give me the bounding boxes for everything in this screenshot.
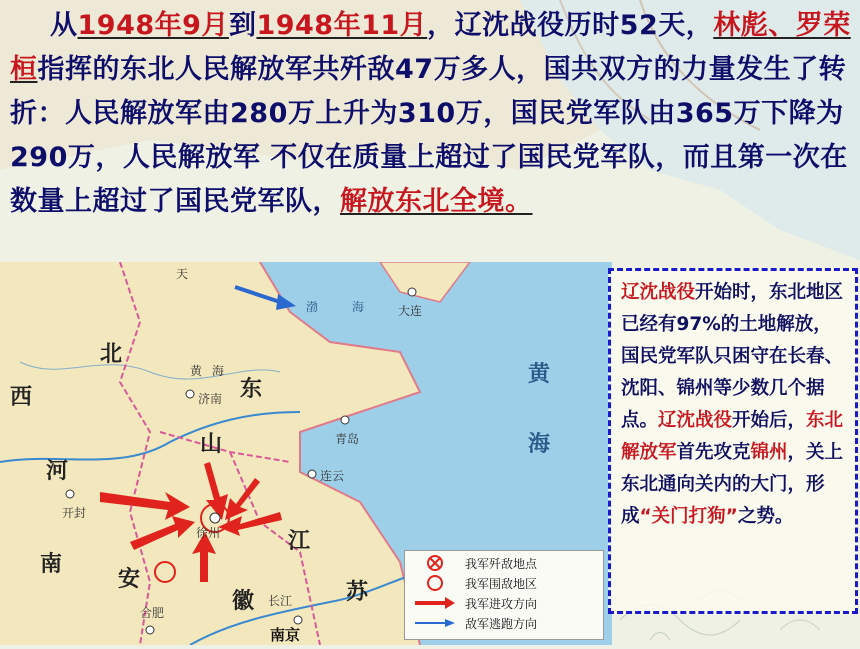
map-legend xyxy=(404,550,604,640)
map-region-label: 江 xyxy=(288,529,311,554)
map-region-label: 西 xyxy=(10,385,33,410)
para-text-4: 指挥的东北人民解放军共歼敌47万多人，国共双方的力量发生了转折：人民解放军由280万上升为310万，国民党军队由365万下降为290万，人民解放军 不仅在质量上超过了国民党军队，而且第一次在数量上超过了国民党军队， xyxy=(10,54,848,217)
result-highlight: 解放东北全境 xyxy=(340,186,505,217)
map-river-label: 黄 xyxy=(190,364,203,378)
map-region-label: 东 xyxy=(240,377,263,402)
note-segment: ，关上东北通向关内的大门，形成 xyxy=(621,442,844,527)
legend-label: 我军歼敌地点 xyxy=(465,556,538,571)
note-highlight: “关门打狗” xyxy=(639,506,738,527)
map-region-label: 安 xyxy=(118,567,141,592)
map-sea-small: 渤 xyxy=(306,300,319,314)
map-city-label: 合肥 xyxy=(140,606,165,620)
legend-label: 我军围敌地区 xyxy=(465,576,538,591)
map-city-label: 济南 xyxy=(198,392,223,406)
note-highlight: 锦州 xyxy=(750,442,788,463)
map-region-label: 南 xyxy=(40,552,63,577)
map-city-label: 青岛 xyxy=(335,432,360,446)
summary-paragraph xyxy=(10,4,852,224)
note-highlight: 辽沈战役 xyxy=(658,410,733,431)
map-region-label: 徽 xyxy=(232,589,255,614)
note-segment: 开始时，东北地区已经有97%的土地解放，国民党军队只困守在长春、沈阳、锦州等少数几个据点。 xyxy=(621,282,844,431)
map-city-label: 徐州 xyxy=(196,526,221,540)
map-sea-label: 海 xyxy=(528,432,551,457)
map-city-label: 开封 xyxy=(62,506,87,520)
map-region-label: 苏 xyxy=(346,580,369,605)
map-city-label: 南京 xyxy=(270,626,301,644)
note-segment: 首先攻克 xyxy=(676,442,751,463)
map-city-label: 大连 xyxy=(398,304,423,318)
note-segment: 开始后， xyxy=(732,410,807,431)
map-region-label: 山 xyxy=(200,432,223,457)
note-box xyxy=(608,268,858,614)
map-sea-small: 海 xyxy=(352,300,365,314)
commanders: 林彪、罗荣桓 xyxy=(10,10,851,85)
note-highlight: 东北解放军 xyxy=(621,410,844,463)
circle-icon xyxy=(413,574,457,592)
date-start: 1948年9月 xyxy=(77,10,229,41)
para-text-5: 。 xyxy=(505,186,533,217)
map-river-label: 海 xyxy=(212,364,225,378)
legend-row xyxy=(413,593,603,613)
circle-x-icon xyxy=(413,554,457,572)
map-city-label: 连云 xyxy=(320,469,345,483)
note-highlight: 辽沈战役 xyxy=(621,282,696,303)
blue-arrow-icon xyxy=(413,616,457,630)
para-text-1: 从 xyxy=(50,10,78,41)
map-region-label: 河 xyxy=(46,459,69,484)
para-text-2: 到 xyxy=(228,10,257,41)
legend-label: 我军进攻方向 xyxy=(465,596,538,611)
legend-row xyxy=(413,573,603,593)
legend-row xyxy=(413,553,603,573)
red-arrow-icon xyxy=(413,596,457,610)
note-text xyxy=(621,277,847,533)
para-text-3: ，辽沈战役历时52天， xyxy=(427,10,714,41)
legend-row xyxy=(413,613,603,633)
map-city-label: 天 xyxy=(176,267,189,281)
map-sea-label: 黄 xyxy=(528,362,551,387)
map-region-label: 北 xyxy=(100,342,123,367)
note-segment: 之势。 xyxy=(737,506,794,527)
date-end: 1948年11月 xyxy=(256,10,428,41)
map-river-label: 长江 xyxy=(268,594,293,608)
legend-label: 敌军逃跑方向 xyxy=(465,616,538,631)
